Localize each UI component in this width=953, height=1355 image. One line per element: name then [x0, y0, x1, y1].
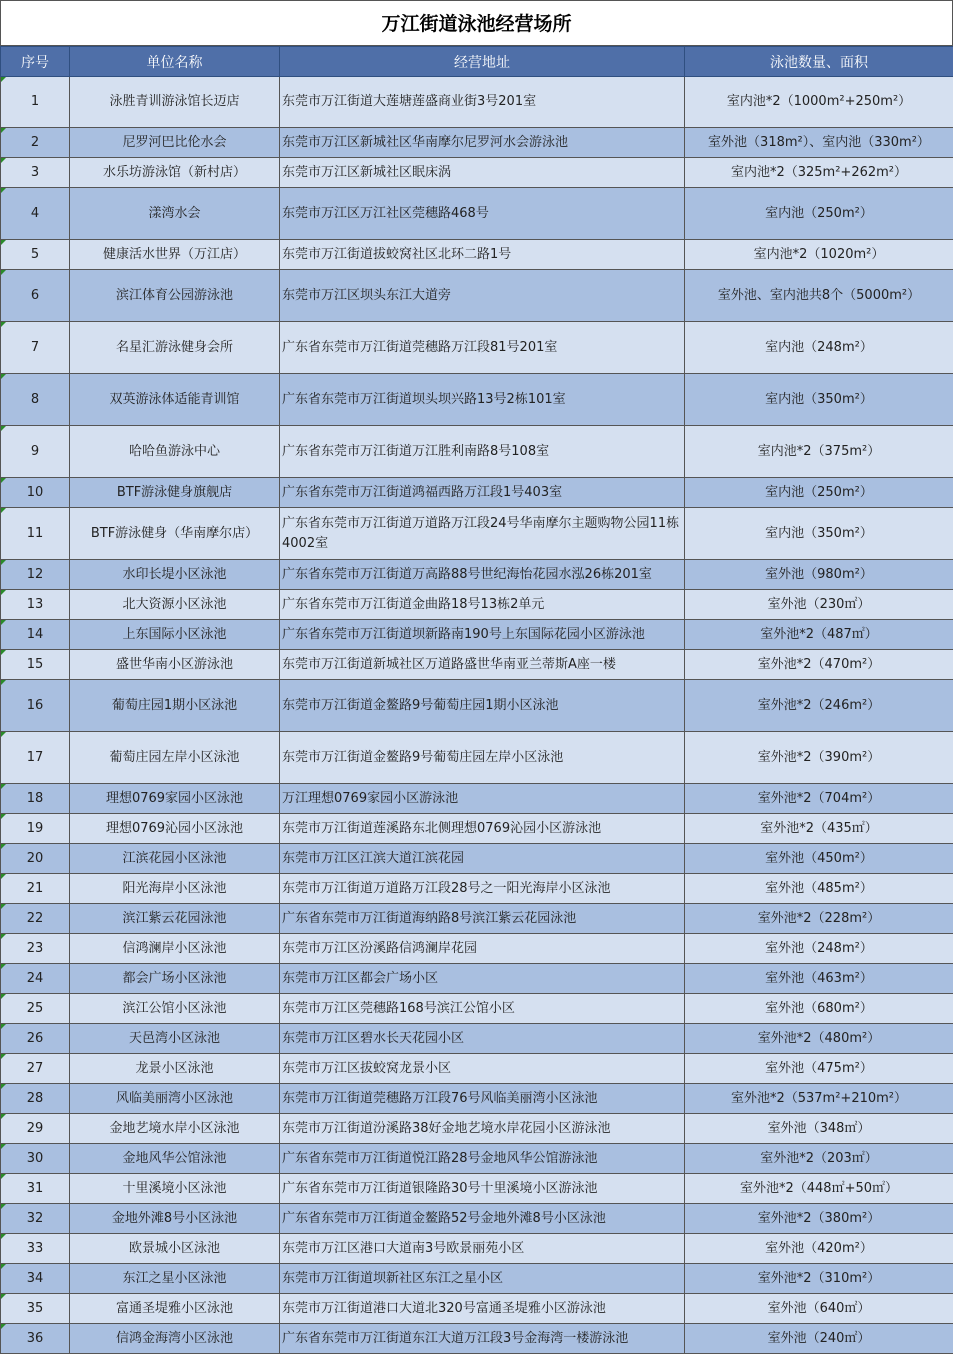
- row-number[interactable]: 29: [1, 1114, 70, 1144]
- row-number[interactable]: 23: [1, 934, 70, 964]
- row-pools[interactable]: 室外池*2（470m²）: [685, 650, 953, 680]
- table-body: [1, 77, 953, 1354]
- table-row: [1, 844, 953, 874]
- cell-comment-marker: [1, 128, 6, 133]
- row-pools[interactable]: 室外池（450m²）: [685, 844, 953, 874]
- row-name[interactable]: 水乐坊游泳馆（新村店）: [70, 158, 280, 188]
- cell-comment-marker: [1, 874, 6, 879]
- row-name[interactable]: 盛世华南小区游泳池: [70, 650, 280, 680]
- row-number[interactable]: 2: [1, 128, 70, 158]
- cell-comment-marker: [1, 426, 6, 431]
- cell-comment-marker: [1, 1294, 6, 1299]
- row-name[interactable]: 漾湾水会: [70, 188, 280, 240]
- row-pools[interactable]: 室外池*2（480m²）: [685, 1024, 953, 1054]
- row-address[interactable]: 东莞市万江街道金鳌路9号葡萄庄园1期小区泳池: [280, 680, 685, 732]
- row-name[interactable]: 欧景城小区泳池: [70, 1234, 280, 1264]
- row-name[interactable]: 信鸿澜岸小区泳池: [70, 934, 280, 964]
- header-address: 经营地址: [280, 47, 685, 77]
- cell-comment-marker: [1, 560, 6, 565]
- row-number[interactable]: 3: [1, 158, 70, 188]
- row-name[interactable]: 理想0769沁园小区泳池: [70, 814, 280, 844]
- row-name[interactable]: 信鸿金海湾小区泳池: [70, 1324, 280, 1354]
- table-row: [1, 270, 953, 322]
- row-pools[interactable]: 室外池（318m²）、室内池（330m²）: [685, 128, 953, 158]
- row-address[interactable]: 东莞市万江街道大莲塘莲盛商业街3号201室: [280, 77, 685, 128]
- cell-comment-marker: [1, 478, 6, 483]
- table-row: [1, 240, 953, 270]
- row-pools[interactable]: 室外池（475m²）: [685, 1054, 953, 1084]
- row-name[interactable]: 金地风华公馆泳池: [70, 1144, 280, 1174]
- row-address[interactable]: 东莞市万江区碧水长天花园小区: [280, 1024, 685, 1054]
- row-number[interactable]: 12: [1, 560, 70, 590]
- row-pools[interactable]: 室外池（248m²）: [685, 934, 953, 964]
- row-address[interactable]: 东莞市万江区江滨大道江滨花园: [280, 844, 685, 874]
- table-row: [1, 732, 953, 784]
- cell-comment-marker: [1, 508, 6, 513]
- table-row: [1, 1084, 953, 1114]
- table-row: [1, 680, 953, 732]
- row-address[interactable]: 东莞市万江区港口大道南3号欧景丽苑小区: [280, 1234, 685, 1264]
- row-pools[interactable]: 室外池*2（487㎡）: [685, 620, 953, 650]
- row-address[interactable]: 广东省东莞市万江街道悦江路28号金地风华公馆游泳池: [280, 1144, 685, 1174]
- table-row: [1, 374, 953, 426]
- row-address[interactable]: 东莞市万江区新城社区眠床涡: [280, 158, 685, 188]
- row-pools[interactable]: 室外池*2（704m²）: [685, 784, 953, 814]
- row-pools[interactable]: 室内池（248m²）: [685, 322, 953, 374]
- row-number[interactable]: 15: [1, 650, 70, 680]
- row-pools[interactable]: 室外池（680m²）: [685, 994, 953, 1024]
- header-row: [1, 47, 953, 77]
- row-pools[interactable]: 室外池*2（448㎡+50㎡）: [685, 1174, 953, 1204]
- row-name[interactable]: 龙景小区泳池: [70, 1054, 280, 1084]
- row-pools[interactable]: 室外池（240㎡）: [685, 1324, 953, 1354]
- row-number[interactable]: 14: [1, 620, 70, 650]
- row-name[interactable]: 水印长堤小区泳池: [70, 560, 280, 590]
- cell-comment-marker: [1, 1204, 6, 1209]
- row-name[interactable]: 双英游泳体适能青训馆: [70, 374, 280, 426]
- row-pools[interactable]: 室外池*2（380m²）: [685, 1204, 953, 1234]
- row-name[interactable]: 上东国际小区泳池: [70, 620, 280, 650]
- row-name[interactable]: 都会广场小区泳池: [70, 964, 280, 994]
- row-name[interactable]: 金地外滩8号小区泳池: [70, 1204, 280, 1234]
- row-number[interactable]: 26: [1, 1024, 70, 1054]
- cell-comment-marker: [1, 1054, 6, 1059]
- row-address[interactable]: 广东省东莞市万江街道鸿福西路万江段1号403室: [280, 478, 685, 508]
- row-number[interactable]: 16: [1, 680, 70, 732]
- table-row: [1, 1114, 953, 1144]
- row-name[interactable]: 滨江紫云花园泳池: [70, 904, 280, 934]
- row-name[interactable]: 尼罗河巴比伦水会: [70, 128, 280, 158]
- table-row: [1, 1324, 953, 1354]
- row-name[interactable]: 金地艺境水岸小区泳池: [70, 1114, 280, 1144]
- row-address[interactable]: 东莞市万江区汾溪路信鸿澜岸花园: [280, 934, 685, 964]
- row-name[interactable]: 阳光海岸小区泳池: [70, 874, 280, 904]
- row-number[interactable]: 17: [1, 732, 70, 784]
- cell-comment-marker: [1, 1234, 6, 1239]
- row-pools[interactable]: 室内池（250m²）: [685, 188, 953, 240]
- table-row: [1, 188, 953, 240]
- row-name[interactable]: 江滨花园小区泳池: [70, 844, 280, 874]
- row-address[interactable]: 万江理想0769家园小区游泳池: [280, 784, 685, 814]
- cell-comment-marker: [1, 784, 6, 789]
- cell-comment-marker: [1, 904, 6, 909]
- row-name[interactable]: 东江之星小区泳池: [70, 1264, 280, 1294]
- table-row: [1, 478, 953, 508]
- header-pools: 泳池数量、面积: [685, 47, 953, 77]
- table-row: [1, 994, 953, 1024]
- row-number[interactable]: 6: [1, 270, 70, 322]
- table-row: [1, 128, 953, 158]
- cell-comment-marker: [1, 814, 6, 819]
- table-row: [1, 1144, 953, 1174]
- row-number[interactable]: 34: [1, 1264, 70, 1294]
- table-row: [1, 1264, 953, 1294]
- table-row: [1, 1204, 953, 1234]
- table-row: [1, 1054, 953, 1084]
- row-number[interactable]: 7: [1, 322, 70, 374]
- row-name[interactable]: BTF游泳健身旗舰店: [70, 478, 280, 508]
- cell-comment-marker: [1, 590, 6, 595]
- row-pools[interactable]: 室内池*2（325m²+262m²）: [685, 158, 953, 188]
- row-number[interactable]: 22: [1, 904, 70, 934]
- row-pools[interactable]: 室外池（463m²）: [685, 964, 953, 994]
- row-address[interactable]: 东莞市万江区万江社区莞穗路468号: [280, 188, 685, 240]
- table-row: [1, 158, 953, 188]
- row-pools[interactable]: 室外池*2（246m²）: [685, 680, 953, 732]
- row-name[interactable]: 北大资源小区泳池: [70, 590, 280, 620]
- row-pools[interactable]: 室外池（348㎡）: [685, 1114, 953, 1144]
- row-name[interactable]: 富通圣堤雅小区泳池: [70, 1294, 280, 1324]
- row-address[interactable]: 东莞市万江街道坝新社区东江之星小区: [280, 1264, 685, 1294]
- row-number[interactable]: 28: [1, 1084, 70, 1114]
- table-row: [1, 1234, 953, 1264]
- row-number[interactable]: 33: [1, 1234, 70, 1264]
- cell-comment-marker: [1, 1084, 6, 1089]
- table-row: [1, 560, 953, 590]
- row-address[interactable]: 东莞市万江区莞穗路168号滨江公馆小区: [280, 994, 685, 1024]
- row-name[interactable]: 葡萄庄园左岸小区泳池: [70, 732, 280, 784]
- cell-comment-marker: [1, 620, 6, 625]
- row-name[interactable]: 风临美丽湾小区泳池: [70, 1084, 280, 1114]
- row-number[interactable]: 36: [1, 1324, 70, 1354]
- row-pools[interactable]: 室外池（485m²）: [685, 874, 953, 904]
- row-pools[interactable]: 室内池（350m²）: [685, 374, 953, 426]
- row-number[interactable]: 21: [1, 874, 70, 904]
- cell-comment-marker: [1, 1324, 6, 1329]
- row-number[interactable]: 24: [1, 964, 70, 994]
- row-name[interactable]: 滨江体育公园游泳池: [70, 270, 280, 322]
- row-address[interactable]: 广东省东莞市万江街道海纳路8号滨江紫云花园泳池: [280, 904, 685, 934]
- cell-comment-marker: [1, 270, 6, 275]
- row-name[interactable]: 滨江公馆小区泳池: [70, 994, 280, 1024]
- table-row: [1, 934, 953, 964]
- row-address[interactable]: 东莞市万江区新城社区华南摩尔尼罗河水会游泳池: [280, 128, 685, 158]
- row-address[interactable]: 东莞市万江街道新城社区万道路盛世华南亚兰蒂斯A座一楼: [280, 650, 685, 680]
- cell-comment-marker: [1, 1264, 6, 1269]
- table-row: [1, 77, 953, 128]
- row-address[interactable]: 广东省东莞市万江街道万道路万江段24号华南摩尔主题购物公园11栋4002室: [280, 508, 685, 560]
- table-row: [1, 904, 953, 934]
- row-address[interactable]: 广东省东莞市万江街道万江胜利南路8号108室: [280, 426, 685, 478]
- cell-comment-marker: [1, 650, 6, 655]
- row-number[interactable]: 13: [1, 590, 70, 620]
- header-name: 单位名称: [70, 47, 280, 77]
- row-name[interactable]: 天邑湾小区泳池: [70, 1024, 280, 1054]
- cell-comment-marker: [1, 188, 6, 193]
- row-address[interactable]: 广东省东莞市万江街道坝头坝兴路13号2栋101室: [280, 374, 685, 426]
- cell-comment-marker: [1, 934, 6, 939]
- table-row: [1, 784, 953, 814]
- table-row: [1, 1024, 953, 1054]
- row-name[interactable]: 名星汇游泳健身会所: [70, 322, 280, 374]
- table-row: [1, 814, 953, 844]
- row-address[interactable]: 东莞市万江街道莲溪路东北侧理想0769沁园小区游泳池: [280, 814, 685, 844]
- table-row: [1, 650, 953, 680]
- row-name[interactable]: 健康活水世界（万江店）: [70, 240, 280, 270]
- table-row: [1, 322, 953, 374]
- row-address[interactable]: 广东省东莞市万江街道金曲路18号13栋2单元: [280, 590, 685, 620]
- row-pools[interactable]: 室外池（230㎡）: [685, 590, 953, 620]
- row-address[interactable]: 东莞市万江街道金鳌路9号葡萄庄园左岸小区泳池: [280, 732, 685, 784]
- row-number[interactable]: 20: [1, 844, 70, 874]
- sheet-title: 万江街道泳池经营场所: [0, 0, 953, 46]
- row-pools[interactable]: 室外池*2（203㎡）: [685, 1144, 953, 1174]
- cell-comment-marker: [1, 1144, 6, 1149]
- cell-comment-marker: [1, 1024, 6, 1029]
- row-number[interactable]: 19: [1, 814, 70, 844]
- row-address[interactable]: 广东省东莞市万江街道坝新路南190号上东国际花园小区游泳池: [280, 620, 685, 650]
- row-name[interactable]: 理想0769家园小区泳池: [70, 784, 280, 814]
- cell-comment-marker: [1, 680, 6, 685]
- table-row: [1, 590, 953, 620]
- row-pools[interactable]: 室外池（420m²）: [685, 1234, 953, 1264]
- row-pools[interactable]: 室内池*2（375m²）: [685, 426, 953, 478]
- row-address[interactable]: 东莞市万江街道莞穗路万江段76号风临美丽湾小区泳池: [280, 1084, 685, 1114]
- row-pools[interactable]: 室外池（980m²）: [685, 560, 953, 590]
- row-pools[interactable]: 室外池*2（310m²）: [685, 1264, 953, 1294]
- row-number[interactable]: 11: [1, 508, 70, 560]
- row-name[interactable]: 泳胜青训游泳馆长迈店: [70, 77, 280, 128]
- row-pools[interactable]: 室内池*2（1000m²+250m²）: [685, 77, 953, 128]
- row-address[interactable]: 广东省东莞市万江街道万高路88号世纪海怡花园水泓26栋201室: [280, 560, 685, 590]
- cell-comment-marker: [1, 240, 6, 245]
- row-address[interactable]: 广东省东莞市万江街道莞穗路万江段81号201室: [280, 322, 685, 374]
- row-number[interactable]: 1: [1, 77, 70, 128]
- row-number[interactable]: 25: [1, 994, 70, 1024]
- row-pools[interactable]: 室内池（250m²）: [685, 478, 953, 508]
- row-number[interactable]: 31: [1, 1174, 70, 1204]
- row-name[interactable]: BTF游泳健身（华南摩尔店）: [70, 508, 280, 560]
- row-number[interactable]: 32: [1, 1204, 70, 1234]
- row-name[interactable]: 十里溪境小区泳池: [70, 1174, 280, 1204]
- row-number[interactable]: 5: [1, 240, 70, 270]
- row-pools[interactable]: 室外池*2（228m²）: [685, 904, 953, 934]
- row-address[interactable]: 东莞市万江区拔蛟窝龙景小区: [280, 1054, 685, 1084]
- row-number[interactable]: 8: [1, 374, 70, 426]
- table-row: [1, 508, 953, 560]
- table-row: [1, 874, 953, 904]
- cell-comment-marker: [1, 844, 6, 849]
- row-address[interactable]: 东莞市万江区都会广场小区: [280, 964, 685, 994]
- cell-comment-marker: [1, 158, 6, 163]
- row-number[interactable]: 9: [1, 426, 70, 478]
- row-address[interactable]: 东莞市万江街道汾溪路38好金地艺境水岸花园小区游泳池: [280, 1114, 685, 1144]
- row-address[interactable]: 东莞市万江街道港口大道北320号富通圣堤雅小区游泳池: [280, 1294, 685, 1324]
- pool-table: [0, 46, 953, 1354]
- table-row: [1, 1174, 953, 1204]
- row-address[interactable]: 东莞市万江街道万道路万江段28号之一阳光海岸小区泳池: [280, 874, 685, 904]
- cell-comment-marker: [1, 1174, 6, 1179]
- row-number[interactable]: 27: [1, 1054, 70, 1084]
- row-pools[interactable]: 室外池、室内池共8个（5000m²）: [685, 270, 953, 322]
- row-address[interactable]: 广东省东莞市万江街道东江大道万江段3号金海湾一楼游泳池: [280, 1324, 685, 1354]
- row-pools[interactable]: 室外池*2（435㎡）: [685, 814, 953, 844]
- cell-comment-marker: [1, 994, 6, 999]
- row-name[interactable]: 葡萄庄园1期小区泳池: [70, 680, 280, 732]
- table-row: [1, 426, 953, 478]
- cell-comment-marker: [1, 77, 6, 82]
- cell-comment-marker: [1, 964, 6, 969]
- row-number[interactable]: 4: [1, 188, 70, 240]
- header-no: 序号: [1, 47, 70, 77]
- row-address[interactable]: 广东省东莞市万江街道银隆路30号十里溪境小区游泳池: [280, 1174, 685, 1204]
- cell-comment-marker: [1, 374, 6, 379]
- table-row: [1, 1294, 953, 1324]
- row-address[interactable]: 东莞市万江街道拔蛟窝社区北环二路1号: [280, 240, 685, 270]
- cell-comment-marker: [1, 732, 6, 737]
- row-name[interactable]: 哈哈鱼游泳中心: [70, 426, 280, 478]
- row-address[interactable]: 广东省东莞市万江街道金鳌路52号金地外滩8号小区泳池: [280, 1204, 685, 1234]
- cell-comment-marker: [1, 1114, 6, 1119]
- row-address[interactable]: 东莞市万江区坝头东江大道旁: [280, 270, 685, 322]
- row-pools[interactable]: 室外池*2（390m²）: [685, 732, 953, 784]
- row-pools[interactable]: 室内池*2（1020m²）: [685, 240, 953, 270]
- row-pools[interactable]: 室外池（640㎡）: [685, 1294, 953, 1324]
- row-number[interactable]: 18: [1, 784, 70, 814]
- row-number[interactable]: 35: [1, 1294, 70, 1324]
- row-pools[interactable]: 室内池（350m²）: [685, 508, 953, 560]
- table-row: [1, 620, 953, 650]
- table-row: [1, 964, 953, 994]
- row-pools[interactable]: 室外池*2（537m²+210m²）: [685, 1084, 953, 1114]
- cell-comment-marker: [1, 322, 6, 327]
- row-number[interactable]: 10: [1, 478, 70, 508]
- row-number[interactable]: 30: [1, 1144, 70, 1174]
